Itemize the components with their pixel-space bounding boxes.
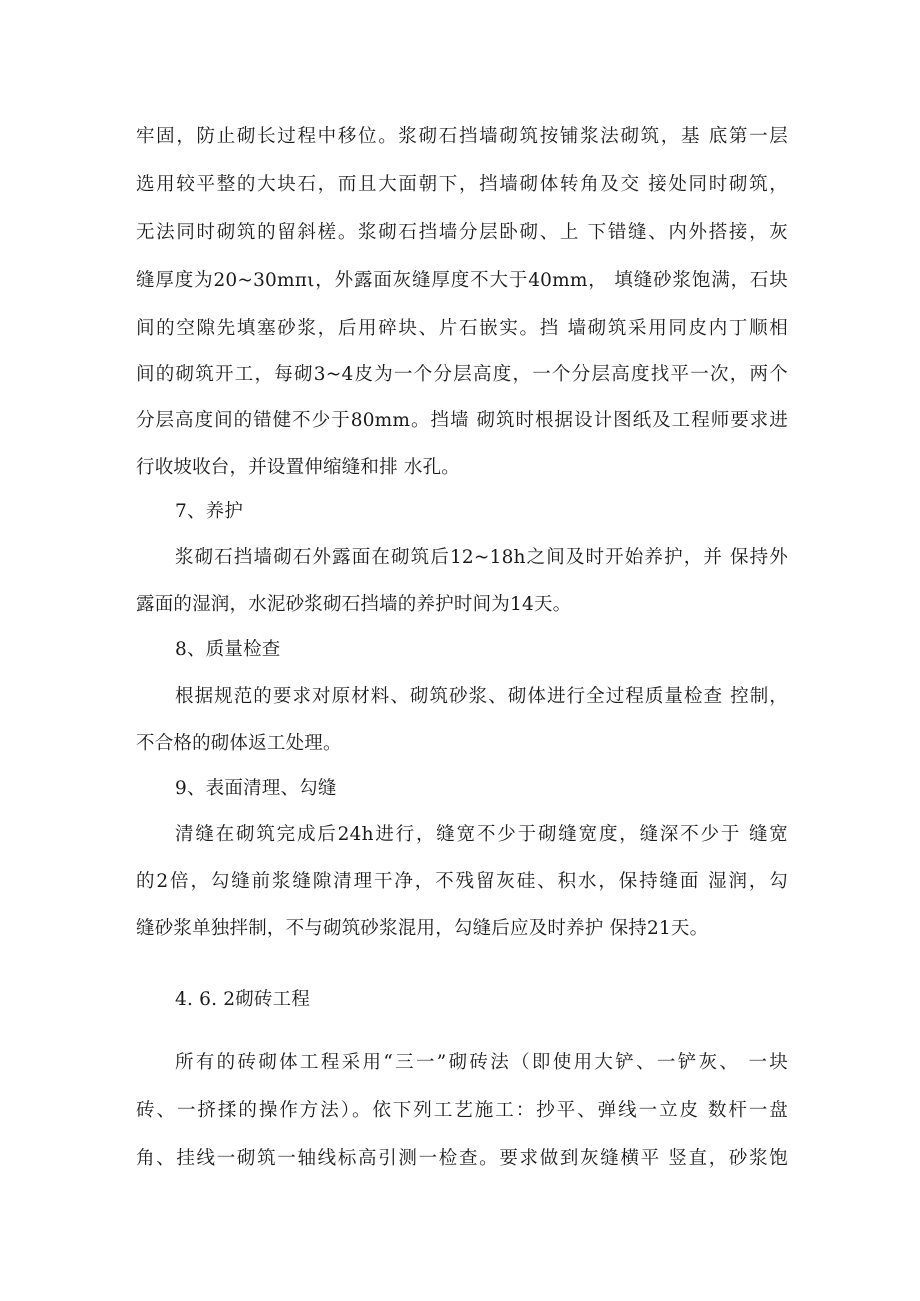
section-heading: 9、表面清理、勾缝: [175, 778, 337, 799]
text-line: 无法同时砌筑的留斜槎。浆砌石挡墙分层卧砌、上 下错缝、内外搭接，灰: [136, 222, 788, 243]
text-line: 浆砌石挡墙砌石外露面在砌筑后12~18h之间及时开始养护，并 保持外: [175, 547, 788, 568]
text-line: 行收坡收台，并设置伸缩缝和排 水孔。: [136, 457, 460, 478]
text-line: 牢固，防止砌长过程中移位。浆砌石挡墙砌筑按铺浆法砌筑，基 底第一层: [136, 126, 788, 147]
section-heading: 8、质量检查: [175, 639, 281, 660]
text-line: 所有的砖砌体工程采用“三一”砌砖法（即使用大铲、一铲灰、 一块: [175, 1052, 788, 1073]
text-line: 选用较平整的大块石，而且大面朝下，挡墙砌体转角及交 接处同时砌筑，: [136, 174, 788, 195]
text-line: 的2倍，勾缝前浆缝隙清理干净，不残留灰硅、积水，保持缝面 湿润，勾: [136, 871, 788, 892]
text-line: 间的砌筑开工，每砌3~4皮为一个分层高度，一个分层高度找平一次，两个: [136, 364, 788, 385]
text-line: 缝砂浆单独拌制，不与砌筑砂浆混用，勾缝后应及时养护 保持21天。: [136, 918, 709, 939]
section-heading: 7、养护: [175, 501, 244, 522]
text-line: 不合格的砌体返工处理。: [136, 733, 342, 754]
text-line: 间的空隙先填塞砂浆，后用碎块、片石嵌实。挡 墙砌筑采用同皮内丁顺相: [136, 318, 788, 339]
text-line: 缝厚度为20~30mπι，外露面灰缝厚度不大于40mm， 填缝砂浆饱满，石块: [136, 270, 788, 291]
text-line: 角、挂线一砌筑一轴线标高引测一检查。要求做到灰缝横平 竖直，砂浆饱: [136, 1148, 788, 1169]
text-line: 砖、一挤揉的操作方法）。依下列工艺施工：抄平、弹线一立皮 数杆一盘: [136, 1100, 788, 1121]
section-heading: 4. 6. 2砌砖工程: [175, 989, 311, 1010]
text-line: 分层高度间的错健不少于80mm。挡墙 砌筑时根据设计图纸及工程师要求进: [136, 410, 788, 431]
text-line: 根据规范的要求对原材料、砌筑砂浆、砌体进行全过程质量检查 控制，: [175, 686, 788, 707]
text-line: 清缝在砌筑完成后24h进行，缝宽不少于砌缝宽度，缝深不少于 缝宽: [175, 824, 788, 845]
text-line: 露面的湿润，水泥砂浆砌石挡墙的养护时间为14天。: [136, 594, 572, 615]
